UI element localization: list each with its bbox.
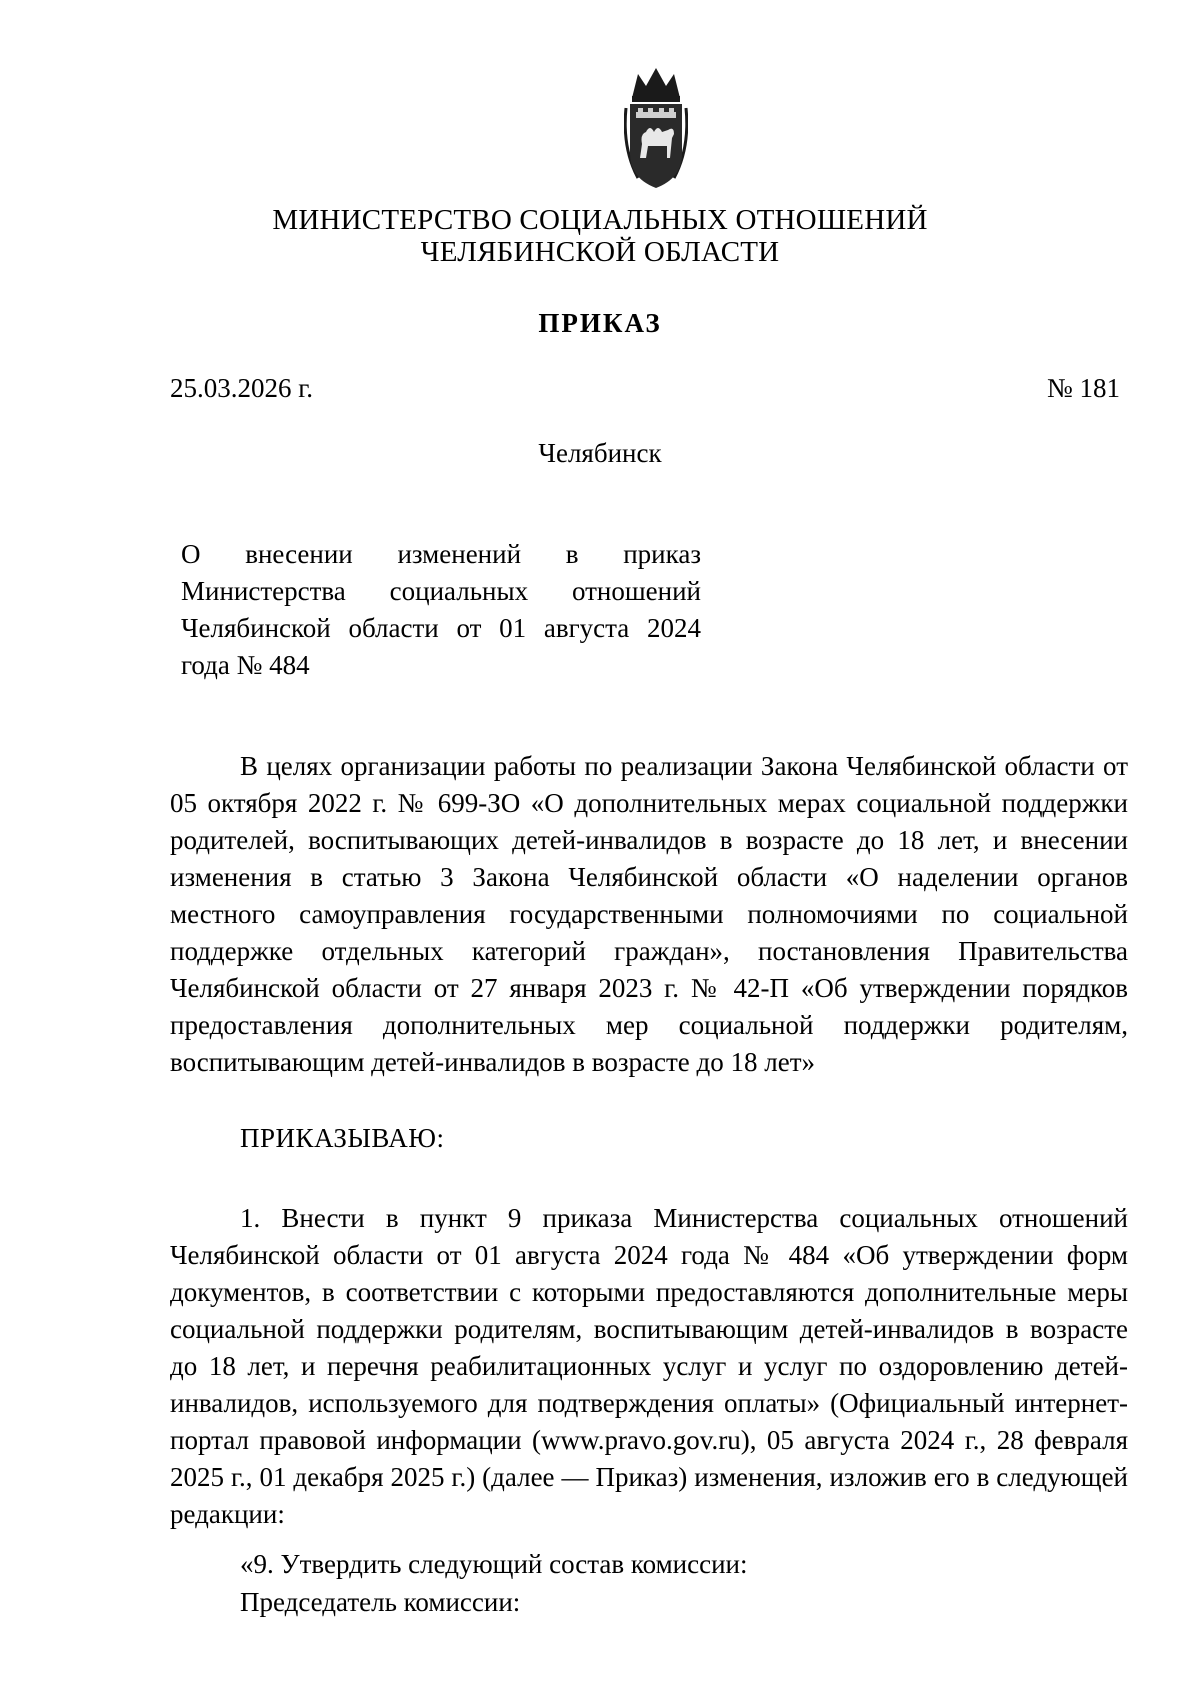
subject-line-3: Челябинской области от 01 августа 2024 [181,613,701,643]
document-date: 25.03.2026 г. [170,373,314,403]
subject-line-4: года № 484 [181,650,310,680]
document-type-title: ПРИКАЗ [538,308,662,338]
item-9-text: «9. Утвердить следующий состав комиссии: [240,1549,748,1579]
subject-line-1: О внесении изменений в приказ [181,539,701,569]
document-city: Челябинск [538,438,662,468]
preamble-paragraph: В целях организации работы по реализации Закона Челябинской области от 05 октября 2022 г. № 699-ЗО «О дополнительных мерах социальной поддержки родителей, воспитывающих детей-инвалидов в возрасте до 18 лет, и внесении изменения в статью 3 Закона Челябинской области «О наделении органов местного самоуправления государственными полномочиями по социальной поддержке отдельных категорий граждан», постановления Правительства Челябинской области от 27 января 2023 г. № 42-П «Об утверждении порядков предоставления дополнительных мер социальной поддержки родителям, воспитывающим детей-инвалидов в возрасте до 18 лет» [170,751,1128,1077]
commission-chair-label: Председатель комиссии: [240,1587,521,1617]
ministry-line-2: ЧЕЛЯБИНСКОЙ ОБЛАСТИ [420,236,780,268]
ministry-line-1: МИНИСТЕРСТВО СОЦИАЛЬНЫХ ОТНОШЕНИЙ [272,204,928,236]
item-1-paragraph: 1. Внести в пункт 9 приказа Министерства социальных отношений Челябинской области от 01 августа 2024 года № 484 «Об утверждении форм документов, в соответствии с которыми предоставляются дополнительные меры социальной поддержки родителям, воспитывающим детей-инвалидов в возрасте до 18 лет, и перечня реабилитационных услуг и услуг по оздоровлению детей-инвалидов, используемого для подтверждения оплаты» (Официальный интернет-портал правовой информации (www.pravo.gov.ru), 05 августа 2024 г., 28 февраля 2025 г., 01 декабря 2025 г.) (далее — Приказ) изменения, изложив его в следующей редакции: [170,1203,1128,1529]
document-subject [181,536,701,684]
document-number: № 181 [1046,373,1120,403]
ministry-name [0,204,1200,268]
subject-line-2: Министерства социальных отношений [181,576,701,606]
chelyabinsk-coat-of-arms-icon [624,68,688,192]
command-word: ПРИКАЗЫВАЮ: [240,1123,445,1153]
